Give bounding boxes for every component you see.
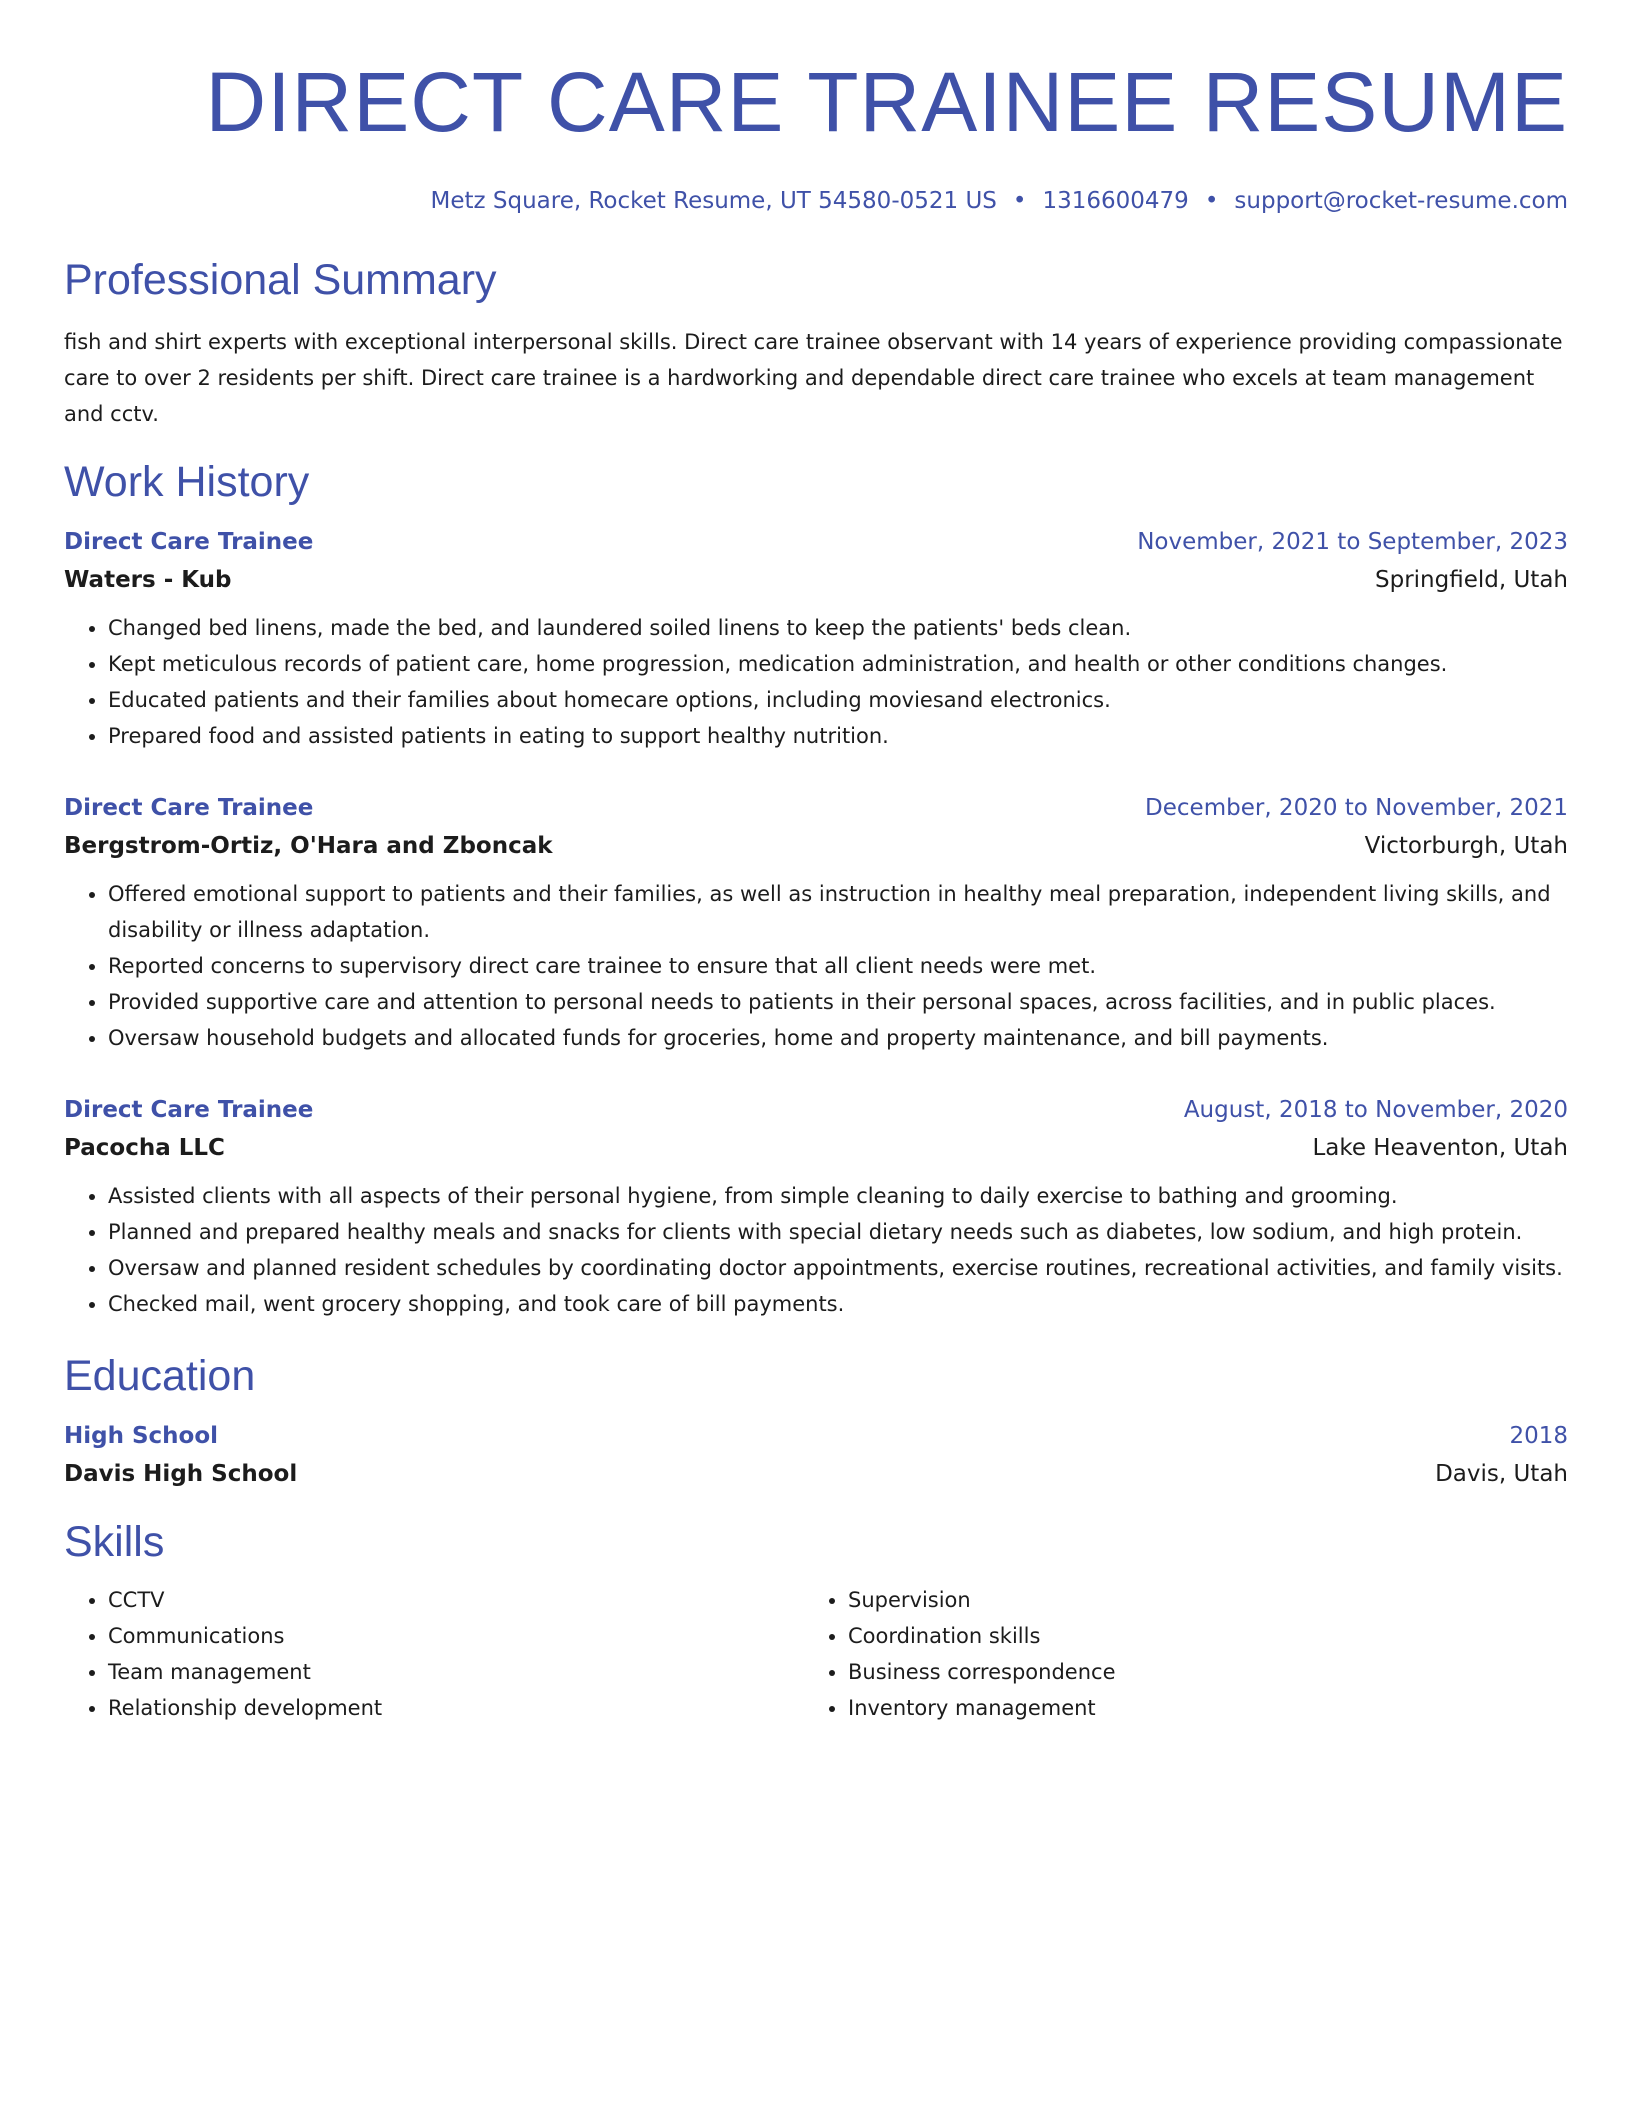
resume-header [64,54,1568,216]
education-degree-row [64,1420,1568,1452]
job-location: Springfield, Utah [1375,567,1568,593]
skills-list [64,1582,1568,1726]
job-entry [64,792,1568,1056]
job-company-row [64,1132,1568,1164]
job-title-row [64,1094,1568,1126]
skills-column-left [64,1582,804,1726]
job-title-row [64,792,1568,824]
skill-item: • Team management [108,1654,804,1690]
education-heading: Education [64,1352,256,1400]
education-entry [64,1420,1568,1490]
contact-email: support@rocket-resume.com [1234,188,1568,214]
skill-item: • Communications [108,1618,804,1654]
contact-separator: • [1204,188,1219,214]
job-title: Direct Care Trainee [64,795,314,821]
education-school: Davis High School [64,1461,298,1487]
job-dates: December, 2020 to November, 2021 [1145,795,1568,821]
job-title-row [64,526,1568,558]
job-duties [64,876,1568,1056]
job-duty: • Kept meticulous records of patient care, home progression, medication administration, and health or other conditions changes. [108,646,1568,682]
contact-line [64,186,1568,216]
skill-item: • Relationship development [108,1690,804,1726]
summary-text: fish and shirt experts with exceptional interpersonal skills. Direct care trainee observant with 14 years of experience providing compassionate care to over 2 residents per shift. Direct care trainee is a hardworking and dependable direct care trainee who excels at team management and cctv. [64,330,1563,426]
skill-item: • Business correspondence [848,1654,1544,1690]
job-duty: • Reported concerns to supervisory direct care trainee to ensure that all client needs were met. [108,948,1568,984]
job-duty: • Oversaw and planned resident schedules by coordinating doctor appointments, exercise routines, recreational activities, and family visits. [108,1250,1568,1286]
job-duties [64,1178,1568,1322]
skill-item: • CCTV [108,1582,804,1618]
job-duty: • Planned and prepared healthy meals and snacks for clients with special dietary needs such as diabetes, low sodium, and high protein. [108,1214,1568,1250]
job-entry [64,1094,1568,1322]
job-dates: November, 2021 to September, 2023 [1137,529,1568,555]
summary-heading: Professional Summary [64,256,497,304]
job-entry [64,526,1568,754]
job-duty: • Assisted clients with all aspects of their personal hygiene, from simple cleaning to daily exercise to bathing and grooming. [108,1178,1568,1214]
job-location: Victorburgh, Utah [1364,833,1568,859]
job-duty: • Prepared food and assisted patients in eating to support healthy nutrition. [108,718,1568,754]
education-degree: High School [64,1423,219,1449]
education-location: Davis, Utah [1435,1461,1568,1487]
job-duty: • Provided supportive care and attention to personal needs to patients in their personal spaces, across facilities, and in public places. [108,984,1568,1020]
skill-item: • Inventory management [848,1690,1544,1726]
job-company: Waters - Kub [64,567,232,593]
job-duty: • Checked mail, went grocery shopping, and took care of bill payments. [108,1286,1568,1322]
contact-separator: • [1012,188,1027,214]
job-company: Bergstrom-Ortiz, O'Hara and Zboncak [64,833,553,859]
contact-address: Metz Square, Rocket Resume, UT 54580-0521 US [430,188,997,214]
job-company-row [64,564,1568,596]
education-school-row [64,1458,1568,1490]
education-year: 2018 [1509,1423,1568,1449]
job-duty: • Oversaw household budgets and allocated funds for groceries, home and property maintenance, and bill payments. [108,1020,1568,1056]
job-location: Lake Heaventon, Utah [1312,1135,1568,1161]
job-title: Direct Care Trainee [64,1097,314,1123]
skills-column-right [804,1582,1544,1726]
contact-phone: 1316600479 [1042,188,1189,214]
skill-item: • Supervision [848,1582,1544,1618]
skills-heading: Skills [64,1518,165,1566]
resume-title: DIRECT CARE TRAINEE RESUME [205,55,1568,149]
job-duty: • Changed bed linens, made the bed, and laundered soiled linens to keep the patients' beds clean. [108,610,1568,646]
job-company-row [64,830,1568,862]
work-history-heading: Work History [64,458,310,506]
job-title: Direct Care Trainee [64,529,314,555]
job-duty: • Educated patients and their families about homecare options, including moviesand electronics. [108,682,1568,718]
skill-item: • Coordination skills [848,1618,1544,1654]
job-company: Pacocha LLC [64,1135,225,1161]
job-dates: August, 2018 to November, 2020 [1183,1097,1568,1123]
job-duty: • Offered emotional support to patients and their families, as well as instruction in healthy meal preparation, independent living skills, and disability or illness adaptation. [108,876,1568,948]
job-duties [64,610,1568,754]
